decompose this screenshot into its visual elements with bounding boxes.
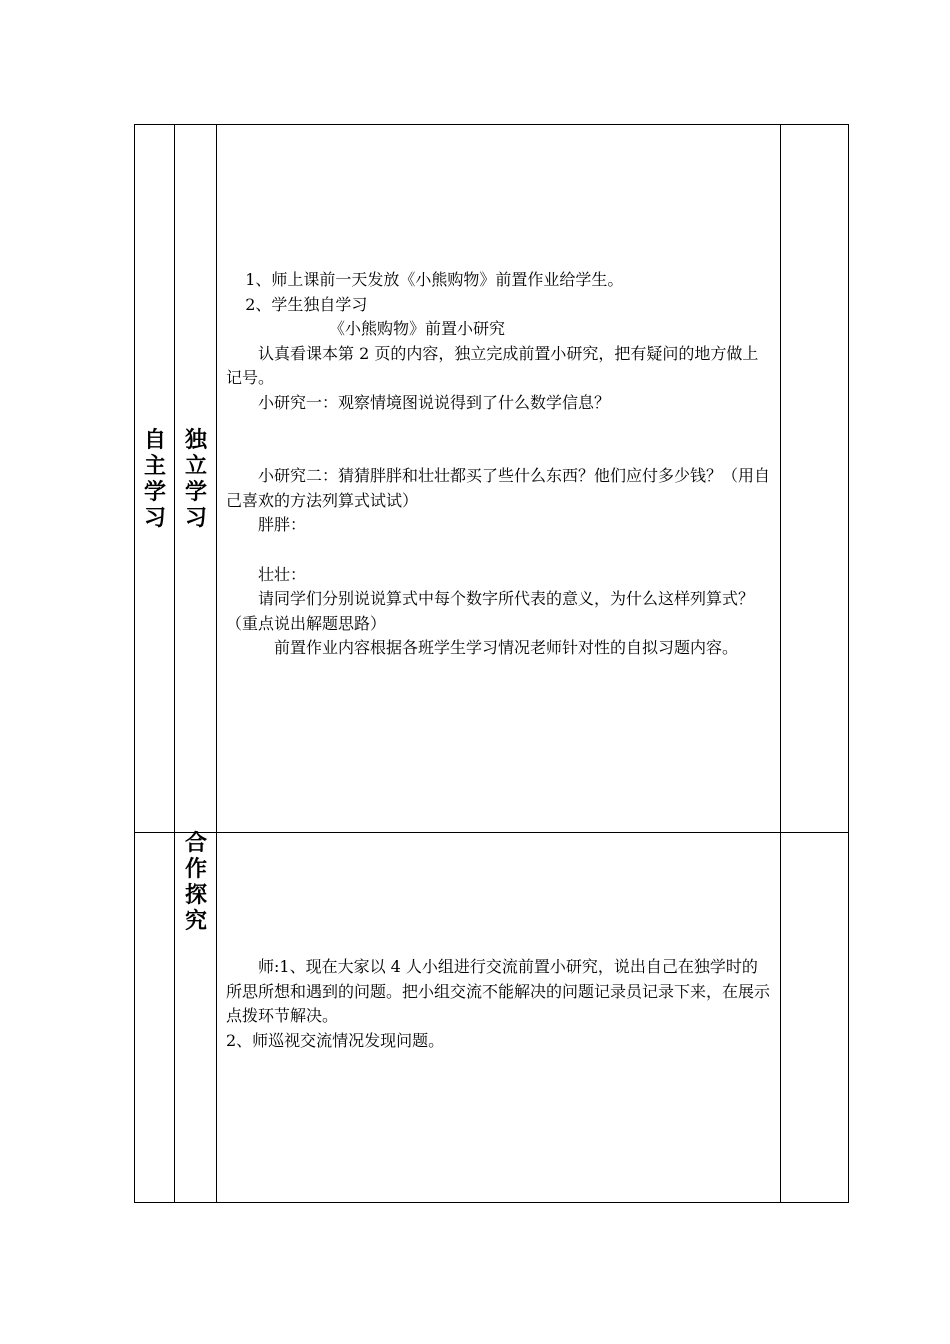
table-col-divider-3 xyxy=(780,124,781,1203)
content-line: 认真看课本第 2 页的内容，独立完成前置小研究，把有疑问的地方做上记号。 xyxy=(226,343,759,387)
content-line: 请同学们分别说说算式中每个数字所代表的意义，为什么这样列算式？（重点说出解题思路） xyxy=(226,589,755,633)
row-label-char: 究 xyxy=(184,909,207,934)
section-label-char: 学 xyxy=(143,480,166,505)
table-left-border xyxy=(134,124,135,1203)
row-label-independent-study xyxy=(184,428,208,532)
section-label-char: 习 xyxy=(143,506,166,531)
table-row-divider xyxy=(134,832,849,833)
section-label-char: 自 xyxy=(143,428,166,453)
table-col-divider-1 xyxy=(174,124,175,1203)
row-label-char: 独 xyxy=(184,428,207,453)
row-label-cooperative-inquiry xyxy=(184,831,208,935)
table-right-border xyxy=(848,124,849,1203)
content-line: 前置作业内容根据各班学生学习情况老师针对性的自拟习题内容。 xyxy=(274,638,739,657)
section-label-self-study xyxy=(143,428,167,532)
content-line: 小研究二：猜猜胖胖和壮壮都买了些什么东西？他们应付多少钱？（用自己喜欢的方法列算式试试） xyxy=(226,466,771,510)
worksheet-title: 《小熊购物》前置小研究 xyxy=(329,319,506,338)
table-col-divider-2 xyxy=(216,124,217,1203)
content-line: 2、师巡视交流情况发现问题。 xyxy=(226,1030,445,1050)
row-label-char: 合 xyxy=(184,831,207,856)
section-label-char: 主 xyxy=(143,454,166,479)
row-label-char: 立 xyxy=(184,454,207,479)
content-line: 胖胖： xyxy=(258,515,307,534)
table-top-border xyxy=(134,124,849,125)
content-line: 2、学生独自学习 xyxy=(245,294,368,314)
content-line: 师:1、现在大家以 4 人小组进行交流前置小研究，说出自己在独学时的所思所想和遇到的问题。把小组交流不能解决的问题记录员记录下来，在展示点拨环节解决。 xyxy=(226,957,771,1025)
row-label-char: 学 xyxy=(184,480,207,505)
content-line: 壮壮： xyxy=(258,564,307,584)
independent-study-content xyxy=(226,268,772,661)
cooperative-inquiry-content xyxy=(226,955,772,1053)
content-line: 1、师上课前一天发放《小熊购物》前置作业给学生。 xyxy=(245,270,624,289)
content-line: 小研究一：观察情境图说说得到了什么数学信息？ xyxy=(258,392,611,412)
row-label-char: 习 xyxy=(184,506,207,531)
row-label-char: 作 xyxy=(184,857,207,882)
row-label-char: 探 xyxy=(184,883,207,908)
table-bottom-border xyxy=(134,1202,849,1203)
